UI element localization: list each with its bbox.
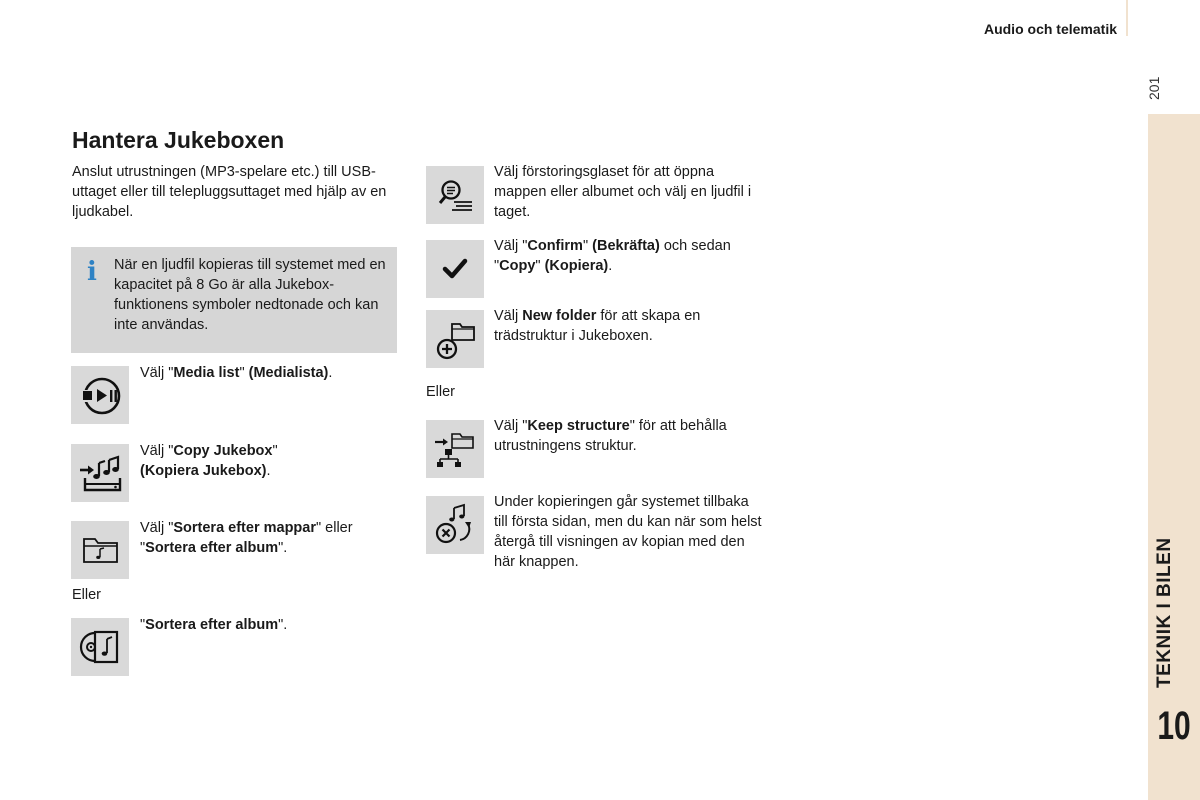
- intro-paragraph: Anslut utrustningen (MP3-spelare etc.) till USB-uttaget eller till telepluggsuttaget med hjälp av en ljudkabel.: [72, 164, 387, 220]
- step-text-bold: Confirm: [527, 238, 583, 254]
- step-text-part: Välj ": [494, 418, 528, 434]
- step-text-part: för att skapa en trädstruktur i Jukeboxen.: [494, 308, 701, 344]
- media-list-icon: [77, 372, 123, 418]
- chapter-title: TEKNIK I BILEN: [1154, 537, 1175, 688]
- step-text-part: Välj ": [140, 365, 174, 381]
- info-icon: i: [87, 257, 97, 287]
- step-text-part: Välj: [494, 308, 523, 324]
- step-text-bold: Copy: [499, 258, 536, 274]
- step-sort-by-album: [140, 615, 390, 635]
- step-text-part: ": [239, 365, 249, 381]
- step-text-part: Välj ": [494, 238, 528, 254]
- return-to-copy-button[interactable]: [426, 496, 484, 554]
- step-copy-jukebox: [140, 441, 390, 481]
- header-title: Audio och telematik: [983, 21, 1117, 37]
- step-text-bold: (Medialista): [248, 365, 329, 381]
- page-number: 201: [1146, 76, 1162, 100]
- step-media-list: [140, 363, 390, 383]
- chapter-side-tab: [1148, 114, 1200, 800]
- step-text-bold: New folder: [522, 308, 597, 324]
- step-text-bold: Media list: [173, 365, 240, 381]
- sort-by-album-button[interactable]: [71, 618, 129, 676]
- step-text-bold: (Kopiera Jukebox): [140, 463, 267, 479]
- new-folder-icon: [432, 316, 478, 362]
- sort-by-album-icon: [77, 624, 123, 670]
- step-text-part: .: [266, 463, 271, 479]
- page-title: Hantera Jukeboxen: [72, 127, 285, 153]
- step-text-bold: (Kopiera): [544, 258, 609, 274]
- info-box: [71, 247, 397, 353]
- keep-structure-icon: [432, 426, 478, 472]
- magnifier-button[interactable]: [426, 166, 484, 224]
- step-text-part: .: [608, 258, 613, 274]
- step-text-bold: Copy Jukebox: [173, 443, 273, 459]
- cancel-copy-icon: [432, 502, 478, 548]
- step-text-part: Välj ": [140, 520, 174, 536]
- or-label: Eller: [72, 587, 102, 603]
- checkmark-icon: [432, 246, 478, 292]
- or-label: Eller: [426, 384, 456, 400]
- step-text-part: Välj ": [140, 443, 174, 459]
- step-text-bold: Sortera efter album: [145, 540, 279, 556]
- step-keep-structure: [494, 416, 764, 456]
- step-return-to-copy: Under kopieringen går systemet tillbaka till första sidan, men du kan när som helst återgå till visningen av kopian med den här knappen.: [494, 494, 762, 570]
- chapter-number: 10: [1157, 704, 1191, 748]
- step-text-bold: Sortera efter mappar: [173, 520, 316, 536]
- info-text: När en ljudfil kopieras till systemet med en kapacitet på 8 Go är alla Jukebox-funktionens symboler nedtonade och kan inte användas.: [114, 257, 386, 333]
- new-folder-button[interactable]: [426, 310, 484, 368]
- step-sort-by-folder: [140, 518, 390, 558]
- step-text-part: ": [140, 617, 146, 633]
- step-text-part: och sedan ": [494, 238, 731, 274]
- step-text-part: ": [582, 238, 593, 254]
- confirm-button[interactable]: [426, 240, 484, 298]
- step-text-part: ".: [278, 617, 288, 633]
- step-text-bold: Sortera efter album: [145, 617, 279, 633]
- step-text-part: " eller ": [140, 520, 353, 556]
- step-magnifier: Välj förstoringsglaset för att öppna mappen eller albumet och välj en ljudfil i taget.: [494, 164, 752, 220]
- sort-by-folder-icon: [77, 527, 123, 573]
- copy-jukebox-button[interactable]: [71, 444, 129, 502]
- step-text-bold: Keep structure: [527, 418, 630, 434]
- media-list-button[interactable]: [71, 366, 129, 424]
- step-new-folder: [494, 306, 764, 346]
- step-text-part: " för att behålla utrustningens struktur.: [494, 418, 727, 454]
- step-confirm: [494, 236, 764, 276]
- step-text-bold: (Bekräfta): [592, 238, 660, 254]
- copy-jukebox-icon: [77, 450, 123, 496]
- header-divider: [1126, 0, 1128, 36]
- step-text-part: ": [272, 443, 278, 459]
- step-text-part: .: [328, 365, 333, 381]
- magnifier-list-icon: [432, 172, 478, 218]
- sort-by-folder-button[interactable]: [71, 521, 129, 579]
- keep-structure-button[interactable]: [426, 420, 484, 478]
- step-text-part: ": [535, 258, 545, 274]
- step-text-part: ".: [278, 540, 288, 556]
